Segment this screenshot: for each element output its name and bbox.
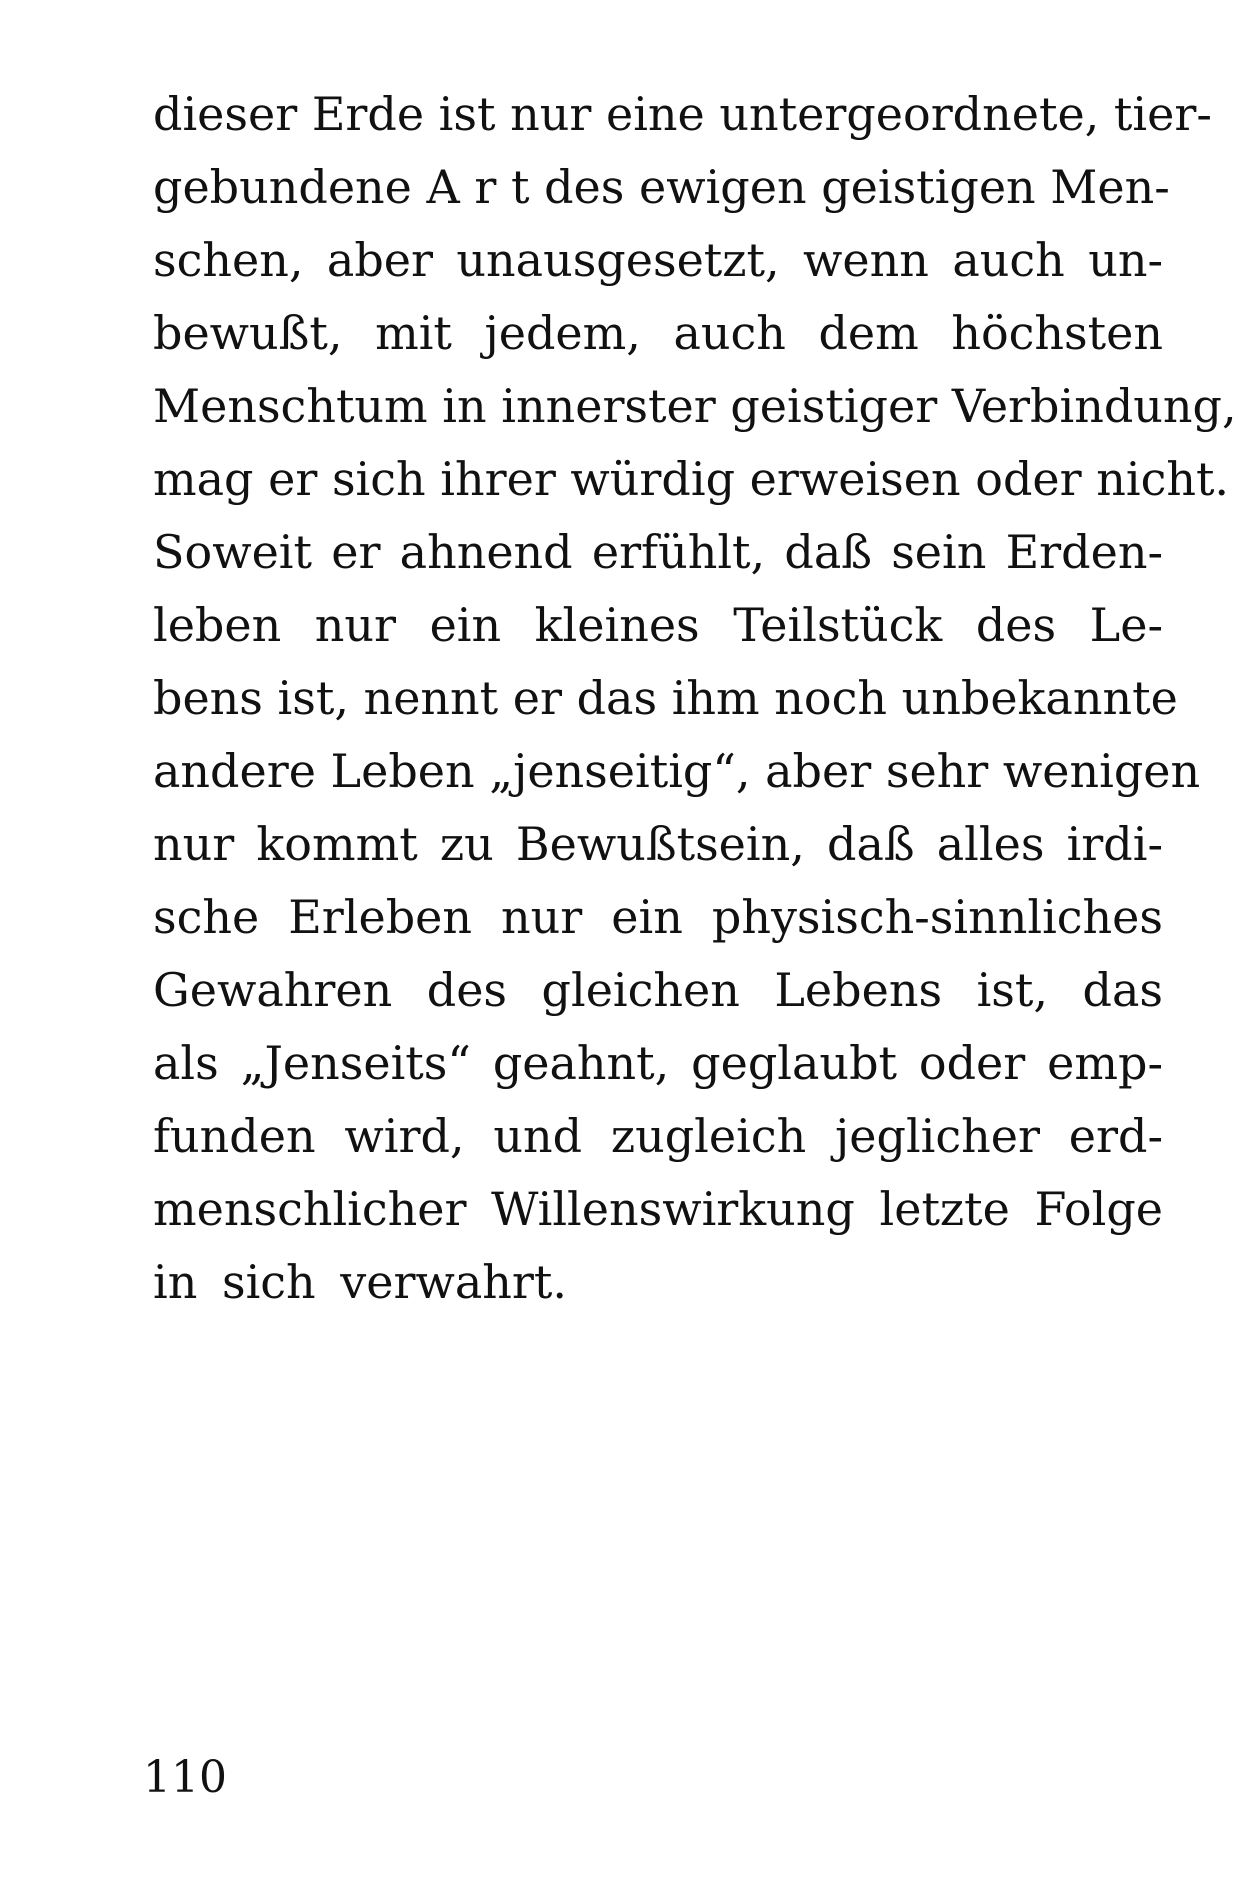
body-text xyxy=(153,78,1237,1319)
text-line: bens ist, nennt er das ihm noch unbekannte xyxy=(153,671,1178,725)
text-line-last: in sich verwahrt. xyxy=(153,1255,568,1309)
text-line: Soweit er ahnend erfühlt, daß sein Erden- xyxy=(153,525,1163,579)
text-line: schen, aber unausgesetzt, wenn auch un- xyxy=(153,233,1163,287)
text-line: menschlicher Willenswirkung letzte Folge xyxy=(153,1182,1163,1236)
text-line: sche Erleben nur ein physisch-sinnliches xyxy=(153,890,1163,944)
text-line: als „Jenseits“ geahnt, geglaubt oder emp- xyxy=(153,1036,1163,1090)
text-line: Gewahren des gleichen Lebens ist, das xyxy=(153,963,1163,1017)
text-line: gebundene A r t des ewigen geistigen Men- xyxy=(153,160,1170,214)
text-line: funden wird, und zugleich jeglicher erd- xyxy=(153,1109,1163,1163)
text-line: bewußt, mit jedem, auch dem höchsten xyxy=(153,306,1163,360)
text-line: andere Leben „jenseitig“, aber sehr wenigen xyxy=(153,744,1201,798)
page-number: 110 xyxy=(143,1752,227,1803)
text-line: leben nur ein kleines Teilstück des Le- xyxy=(153,598,1163,652)
text-line: mag er sich ihrer würdig erweisen oder nicht. xyxy=(153,452,1230,506)
text-line: dieser Erde ist nur eine untergeordnete, tier- xyxy=(153,87,1212,141)
text-line: Menschtum in innerster geistiger Verbindung, xyxy=(153,379,1237,433)
text-line: nur kommt zu Bewußtsein, daß alles irdi- xyxy=(153,817,1163,871)
